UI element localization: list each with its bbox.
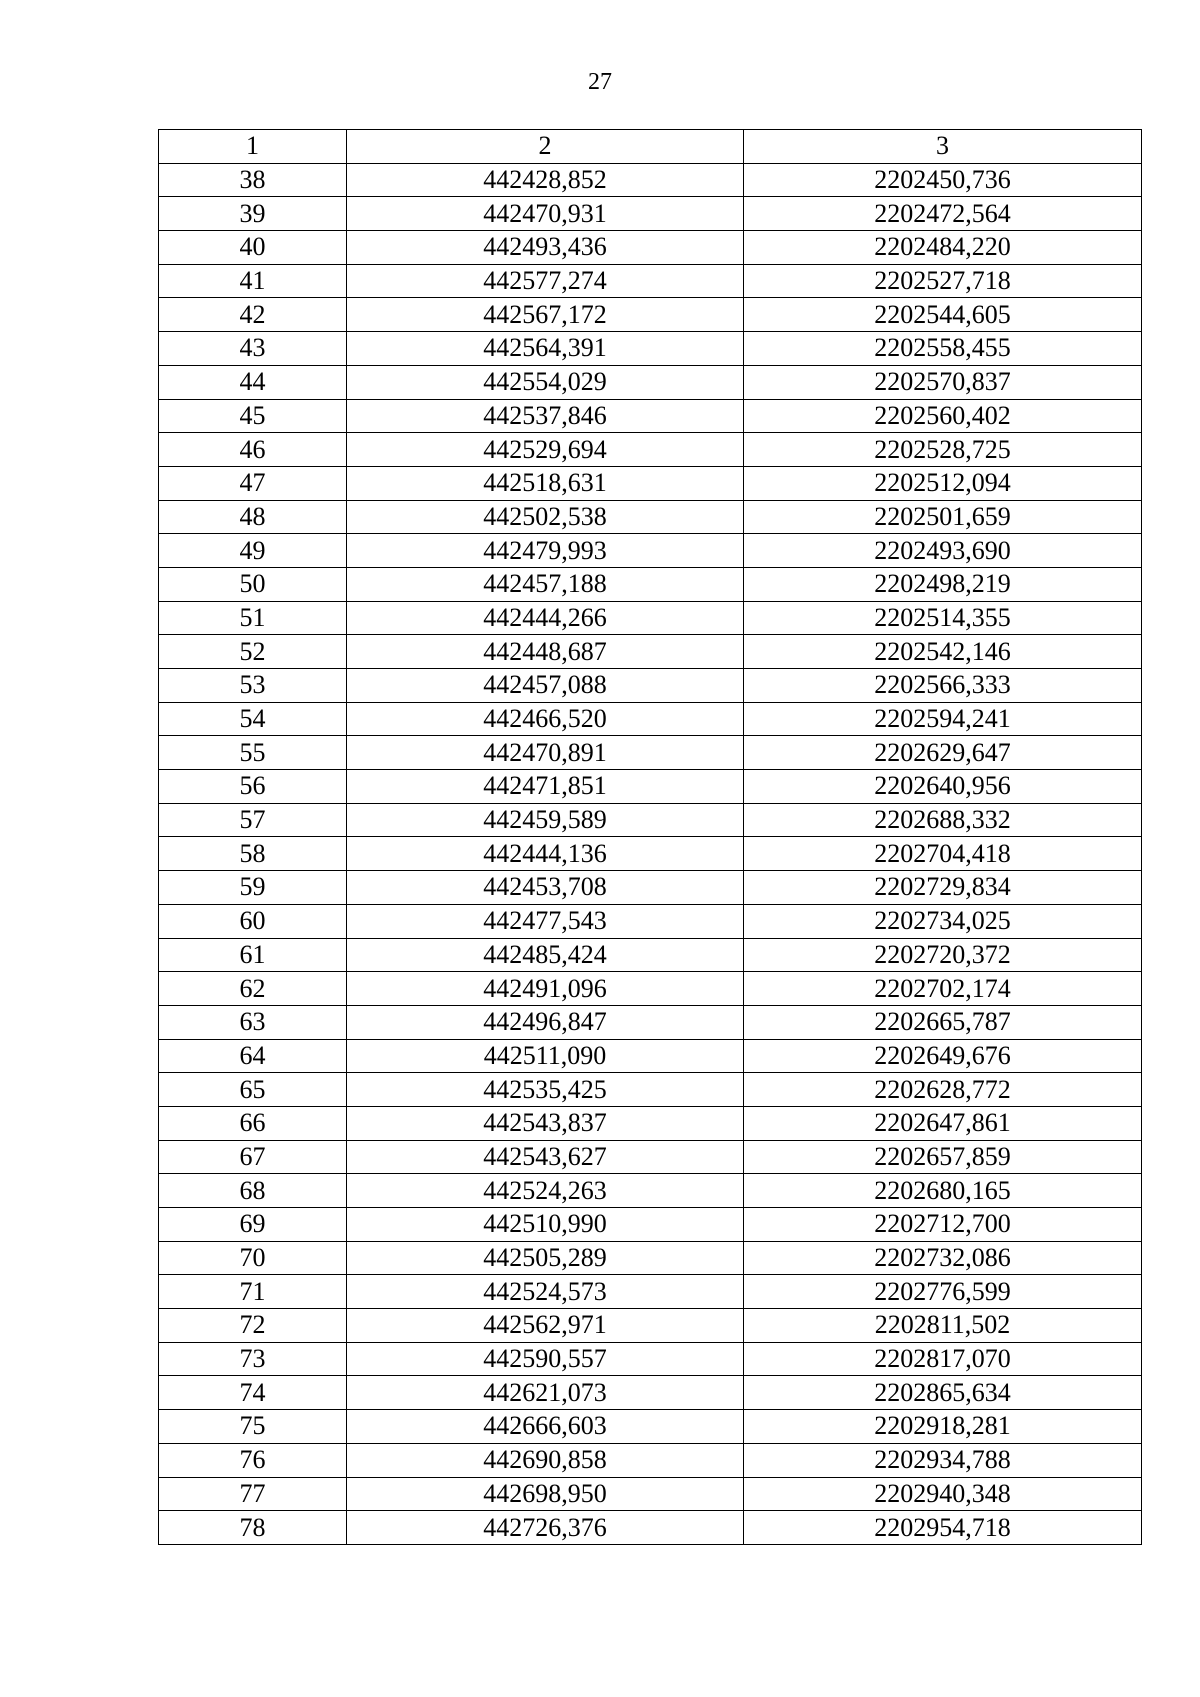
table-row bbox=[159, 803, 1142, 837]
table-row bbox=[159, 1005, 1142, 1039]
coordinate-y-cell: 2202712,700 bbox=[744, 1208, 1142, 1242]
coordinate-x-cell: 442564,391 bbox=[347, 332, 744, 366]
table-row bbox=[159, 1342, 1142, 1376]
table-row bbox=[159, 601, 1142, 635]
table-row bbox=[159, 1039, 1142, 1073]
coordinate-x-cell: 442479,993 bbox=[347, 534, 744, 568]
point-number-cell: 58 bbox=[159, 837, 347, 871]
coordinate-y-cell: 2202665,787 bbox=[744, 1005, 1142, 1039]
coordinate-y-cell: 2202934,788 bbox=[744, 1443, 1142, 1477]
coordinate-x-cell: 442444,136 bbox=[347, 837, 744, 871]
point-number-cell: 59 bbox=[159, 871, 347, 905]
table-row bbox=[159, 332, 1142, 366]
table-row bbox=[159, 466, 1142, 500]
table-row bbox=[159, 1073, 1142, 1107]
point-number-cell: 38 bbox=[159, 163, 347, 197]
coordinate-x-cell: 442457,088 bbox=[347, 669, 744, 703]
point-number-cell: 73 bbox=[159, 1342, 347, 1376]
table-row bbox=[159, 904, 1142, 938]
point-number-cell: 44 bbox=[159, 365, 347, 399]
coordinate-y-cell: 2202527,718 bbox=[744, 264, 1142, 298]
coordinate-y-cell: 2202450,736 bbox=[744, 163, 1142, 197]
point-number-cell: 77 bbox=[159, 1477, 347, 1511]
coordinate-x-cell: 442524,573 bbox=[347, 1275, 744, 1309]
coordinate-y-cell: 2202640,956 bbox=[744, 770, 1142, 804]
coordinate-x-cell: 442621,073 bbox=[347, 1376, 744, 1410]
coordinate-y-cell: 2202560,402 bbox=[744, 399, 1142, 433]
coordinate-x-cell: 442459,589 bbox=[347, 803, 744, 837]
point-number-cell: 54 bbox=[159, 702, 347, 736]
coordinate-x-cell: 442457,188 bbox=[347, 567, 744, 601]
coordinate-x-cell: 442493,436 bbox=[347, 231, 744, 265]
table-row bbox=[159, 264, 1142, 298]
table-row bbox=[159, 399, 1142, 433]
table-row bbox=[159, 635, 1142, 669]
coordinate-x-cell: 442428,852 bbox=[347, 163, 744, 197]
table-row bbox=[159, 1241, 1142, 1275]
coordinate-y-cell: 2202472,564 bbox=[744, 197, 1142, 231]
coordinate-y-cell: 2202493,690 bbox=[744, 534, 1142, 568]
coordinate-x-cell: 442562,971 bbox=[347, 1309, 744, 1343]
coordinate-y-cell: 2202566,333 bbox=[744, 669, 1142, 703]
coordinate-x-cell: 442511,090 bbox=[347, 1039, 744, 1073]
point-number-cell: 46 bbox=[159, 433, 347, 467]
table-body bbox=[159, 163, 1142, 1544]
page-number: 27 bbox=[588, 69, 612, 95]
coordinate-x-cell: 442690,858 bbox=[347, 1443, 744, 1477]
coordinate-x-cell: 442491,096 bbox=[347, 972, 744, 1006]
coordinate-x-cell: 442470,931 bbox=[347, 197, 744, 231]
coordinate-x-cell: 442529,694 bbox=[347, 433, 744, 467]
point-number-cell: 39 bbox=[159, 197, 347, 231]
coordinate-y-cell: 2202811,502 bbox=[744, 1309, 1142, 1343]
point-number-cell: 68 bbox=[159, 1174, 347, 1208]
table-row bbox=[159, 197, 1142, 231]
table-row bbox=[159, 736, 1142, 770]
coordinate-y-cell: 2202570,837 bbox=[744, 365, 1142, 399]
coordinate-y-cell: 2202498,219 bbox=[744, 567, 1142, 601]
coordinate-y-cell: 2202732,086 bbox=[744, 1241, 1142, 1275]
point-number-cell: 40 bbox=[159, 231, 347, 265]
coordinate-x-cell: 442726,376 bbox=[347, 1511, 744, 1545]
coordinate-x-cell: 442590,557 bbox=[347, 1342, 744, 1376]
table-row bbox=[159, 433, 1142, 467]
coordinate-y-cell: 2202776,599 bbox=[744, 1275, 1142, 1309]
coordinate-y-cell: 2202702,174 bbox=[744, 972, 1142, 1006]
table-row bbox=[159, 500, 1142, 534]
point-number-cell: 41 bbox=[159, 264, 347, 298]
table-row bbox=[159, 231, 1142, 265]
point-number-cell: 71 bbox=[159, 1275, 347, 1309]
table-row bbox=[159, 1376, 1142, 1410]
coordinate-x-cell: 442485,424 bbox=[347, 938, 744, 972]
point-number-cell: 57 bbox=[159, 803, 347, 837]
point-number-cell: 51 bbox=[159, 601, 347, 635]
coordinate-x-cell: 442471,851 bbox=[347, 770, 744, 804]
coordinate-x-cell: 442543,837 bbox=[347, 1106, 744, 1140]
coordinate-y-cell: 2202649,676 bbox=[744, 1039, 1142, 1073]
point-number-cell: 43 bbox=[159, 332, 347, 366]
point-number-cell: 55 bbox=[159, 736, 347, 770]
point-number-cell: 65 bbox=[159, 1073, 347, 1107]
coordinate-x-cell: 442477,543 bbox=[347, 904, 744, 938]
coordinate-x-cell: 442535,425 bbox=[347, 1073, 744, 1107]
coordinate-y-cell: 2202484,220 bbox=[744, 231, 1142, 265]
point-number-cell: 76 bbox=[159, 1443, 347, 1477]
column-header-2: 2 bbox=[347, 130, 744, 164]
table-row bbox=[159, 837, 1142, 871]
coordinate-y-cell: 2202720,372 bbox=[744, 938, 1142, 972]
coordinate-y-cell: 2202544,605 bbox=[744, 298, 1142, 332]
coordinate-y-cell: 2202647,861 bbox=[744, 1106, 1142, 1140]
coordinate-x-cell: 442448,687 bbox=[347, 635, 744, 669]
point-number-cell: 61 bbox=[159, 938, 347, 972]
column-header-3: 3 bbox=[744, 130, 1142, 164]
point-number-cell: 74 bbox=[159, 1376, 347, 1410]
table-row bbox=[159, 1208, 1142, 1242]
table-row bbox=[159, 770, 1142, 804]
point-number-cell: 52 bbox=[159, 635, 347, 669]
coordinate-x-cell: 442577,274 bbox=[347, 264, 744, 298]
table-row bbox=[159, 1443, 1142, 1477]
coordinate-y-cell: 2202594,241 bbox=[744, 702, 1142, 736]
table-row bbox=[159, 365, 1142, 399]
point-number-cell: 72 bbox=[159, 1309, 347, 1343]
coordinate-y-cell: 2202940,348 bbox=[744, 1477, 1142, 1511]
table-row bbox=[159, 534, 1142, 568]
coordinate-x-cell: 442518,631 bbox=[347, 466, 744, 500]
point-number-cell: 45 bbox=[159, 399, 347, 433]
point-number-cell: 70 bbox=[159, 1241, 347, 1275]
point-number-cell: 63 bbox=[159, 1005, 347, 1039]
table-row bbox=[159, 1511, 1142, 1545]
point-number-cell: 67 bbox=[159, 1140, 347, 1174]
coordinate-y-cell: 2202512,094 bbox=[744, 466, 1142, 500]
coordinate-y-cell: 2202729,834 bbox=[744, 871, 1142, 905]
coordinate-y-cell: 2202704,418 bbox=[744, 837, 1142, 871]
table-row bbox=[159, 972, 1142, 1006]
coordinate-y-cell: 2202817,070 bbox=[744, 1342, 1142, 1376]
point-number-cell: 50 bbox=[159, 567, 347, 601]
coordinate-x-cell: 442567,172 bbox=[347, 298, 744, 332]
table-row bbox=[159, 1477, 1142, 1511]
point-number-cell: 78 bbox=[159, 1511, 347, 1545]
point-number-cell: 56 bbox=[159, 770, 347, 804]
coordinate-x-cell: 442453,708 bbox=[347, 871, 744, 905]
coordinate-y-cell: 2202954,718 bbox=[744, 1511, 1142, 1545]
table-row bbox=[159, 163, 1142, 197]
table-row bbox=[159, 1309, 1142, 1343]
coordinate-y-cell: 2202865,634 bbox=[744, 1376, 1142, 1410]
coordinate-x-cell: 442698,950 bbox=[347, 1477, 744, 1511]
point-number-cell: 53 bbox=[159, 669, 347, 703]
table-row bbox=[159, 1140, 1142, 1174]
coordinate-y-cell: 2202688,332 bbox=[744, 803, 1142, 837]
coordinate-x-cell: 442505,289 bbox=[347, 1241, 744, 1275]
coordinate-y-cell: 2202629,647 bbox=[744, 736, 1142, 770]
coordinate-x-cell: 442444,266 bbox=[347, 601, 744, 635]
point-number-cell: 66 bbox=[159, 1106, 347, 1140]
coordinate-y-cell: 2202528,725 bbox=[744, 433, 1142, 467]
coordinate-x-cell: 442543,627 bbox=[347, 1140, 744, 1174]
coordinates-table bbox=[158, 129, 1142, 1545]
point-number-cell: 47 bbox=[159, 466, 347, 500]
coordinate-y-cell: 2202501,659 bbox=[744, 500, 1142, 534]
coordinate-y-cell: 2202680,165 bbox=[744, 1174, 1142, 1208]
column-header-1: 1 bbox=[159, 130, 347, 164]
table-row bbox=[159, 669, 1142, 703]
table-row bbox=[159, 1106, 1142, 1140]
table-row bbox=[159, 1275, 1142, 1309]
point-number-cell: 42 bbox=[159, 298, 347, 332]
coordinate-y-cell: 2202918,281 bbox=[744, 1410, 1142, 1444]
coordinate-x-cell: 442524,263 bbox=[347, 1174, 744, 1208]
table-row bbox=[159, 567, 1142, 601]
table-row bbox=[159, 1174, 1142, 1208]
table-row bbox=[159, 702, 1142, 736]
point-number-cell: 60 bbox=[159, 904, 347, 938]
coordinate-x-cell: 442666,603 bbox=[347, 1410, 744, 1444]
table-row bbox=[159, 938, 1142, 972]
coordinate-y-cell: 2202514,355 bbox=[744, 601, 1142, 635]
coordinate-x-cell: 442510,990 bbox=[347, 1208, 744, 1242]
point-number-cell: 69 bbox=[159, 1208, 347, 1242]
table-header-row bbox=[159, 130, 1142, 164]
point-number-cell: 64 bbox=[159, 1039, 347, 1073]
point-number-cell: 49 bbox=[159, 534, 347, 568]
point-number-cell: 48 bbox=[159, 500, 347, 534]
table-row bbox=[159, 298, 1142, 332]
coordinate-y-cell: 2202542,146 bbox=[744, 635, 1142, 669]
coordinate-y-cell: 2202657,859 bbox=[744, 1140, 1142, 1174]
coordinate-y-cell: 2202558,455 bbox=[744, 332, 1142, 366]
coordinate-y-cell: 2202628,772 bbox=[744, 1073, 1142, 1107]
coordinate-x-cell: 442537,846 bbox=[347, 399, 744, 433]
point-number-cell: 75 bbox=[159, 1410, 347, 1444]
coordinate-x-cell: 442496,847 bbox=[347, 1005, 744, 1039]
coordinate-x-cell: 442554,029 bbox=[347, 365, 744, 399]
point-number-cell: 62 bbox=[159, 972, 347, 1006]
coordinate-x-cell: 442470,891 bbox=[347, 736, 744, 770]
table-row bbox=[159, 1410, 1142, 1444]
coordinate-x-cell: 442502,538 bbox=[347, 500, 744, 534]
coordinate-x-cell: 442466,520 bbox=[347, 702, 744, 736]
table-row bbox=[159, 871, 1142, 905]
coordinate-y-cell: 2202734,025 bbox=[744, 904, 1142, 938]
